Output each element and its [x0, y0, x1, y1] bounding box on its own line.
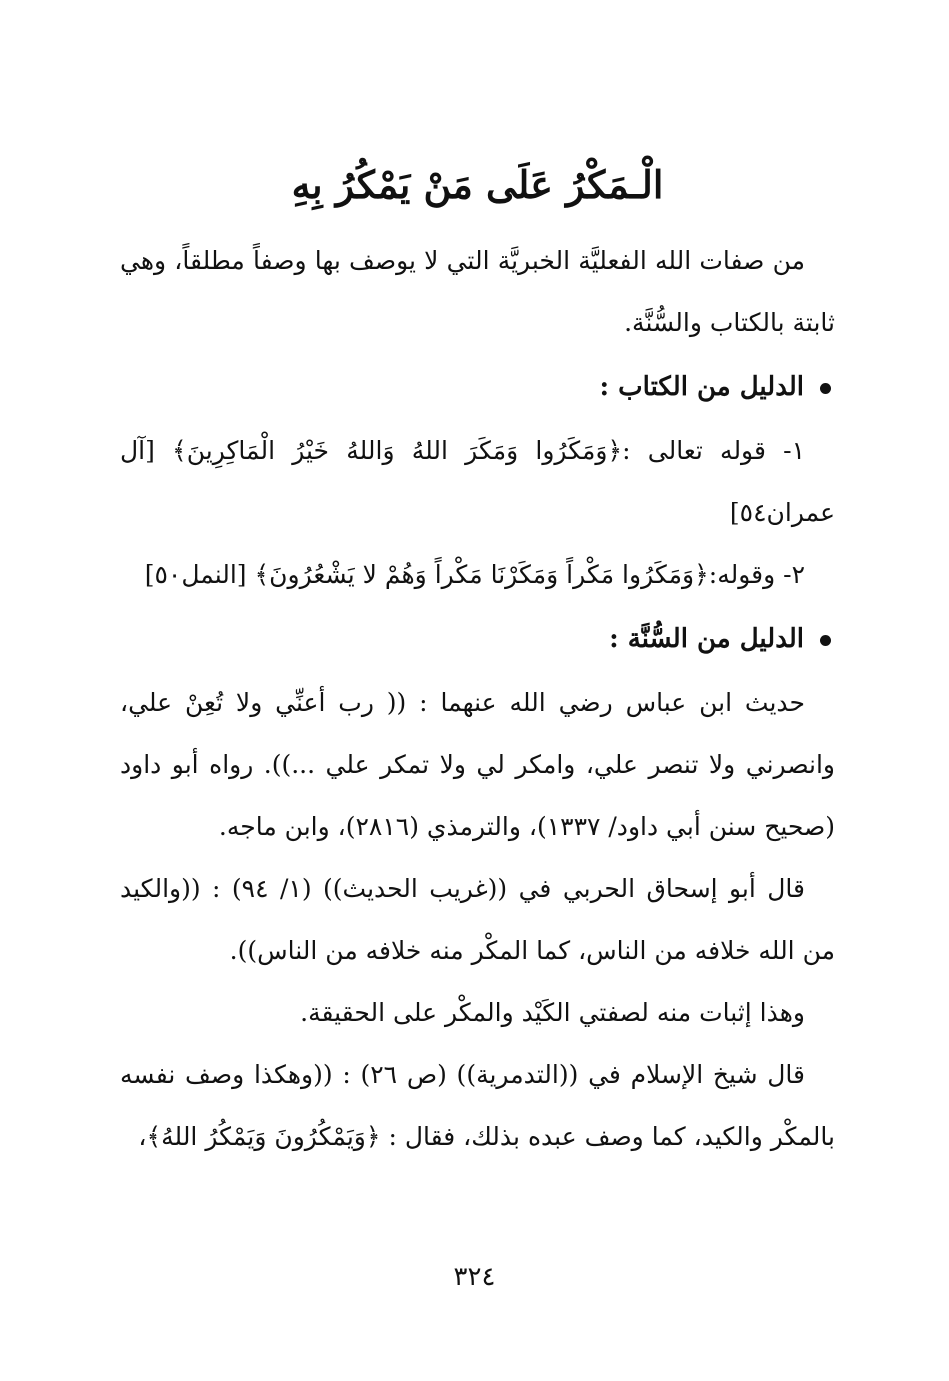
quran-evidence-heading: [120, 354, 835, 420]
verse-2: ٢- وقوله:﴿وَمَكَرُوا مَكْراً وَمَكَرْنَا مَكْراً وَهُمْ لا يَشْعُرُونَ﴾ [النمل٥٠]: [144, 560, 805, 589]
page-number: ٣٢٤: [453, 1262, 496, 1292]
sunnah-evidence-heading-text: الدليل من السُّنَّة :: [609, 624, 804, 654]
sheikh-quote-paragraph: قال شيخ الإسلام في ((التدمرية)) (ص ٢٦) : ((وهكذا وصف نفسه بالمكْر والكيد، كما وصف عبده بذلك، فقال : ﴿وَيَمْكُرُونَ وَيَمْكُرُ اللهُ﴾،: [120, 1060, 835, 1151]
hadith-paragraph: حديث ابن عباس رضي الله عنهما : (( رب أعنِّي ولا تُعِنْ علي، وانصرني ولا تنصر علي، وامكر لي ولا تمكر علي ...)). رواه أبو داود (صحيح سنن أبي داود/ ١٣٣٧)، والترمذي (٢٨١٦)، وابن ماجه.: [120, 688, 835, 841]
page-title: الْـمَكْرُ عَلَى مَنْ يَمْكُرُ بِهِ: [291, 162, 664, 207]
verse-1: ١- قوله تعالى :﴿وَمَكَرُوا وَمَكَرَ اللهُ وَاللهُ خَيْرُ الْمَاكِرِينَ﴾ [آل عمران٥٤]: [120, 436, 835, 527]
affirmation-paragraph: وهذا إثبات منه لصفتي الكَيْد والمكْر على الحقيقة.: [300, 998, 805, 1027]
bullet-icon: [820, 635, 831, 646]
page-body: [120, 150, 835, 1168]
sunnah-evidence-heading: [120, 606, 835, 672]
intro-paragraph: من صفات الله الفعليَّة الخبريَّة التي لا يوصف بها وصفاً مطلقاً، وهي ثابتة بالكتاب والسُّنَّة.: [120, 246, 835, 337]
bullet-icon: [820, 383, 831, 394]
harbi-quote-paragraph: قال أبو إسحاق الحربي في ((غريب الحديث)) (١/ ٩٤) : ((والكيد من الله خلافه من الناس، كما المكْر منه خلافه من الناس)).: [120, 874, 835, 965]
quran-evidence-heading-text: الدليل من الكتاب :: [599, 372, 804, 402]
